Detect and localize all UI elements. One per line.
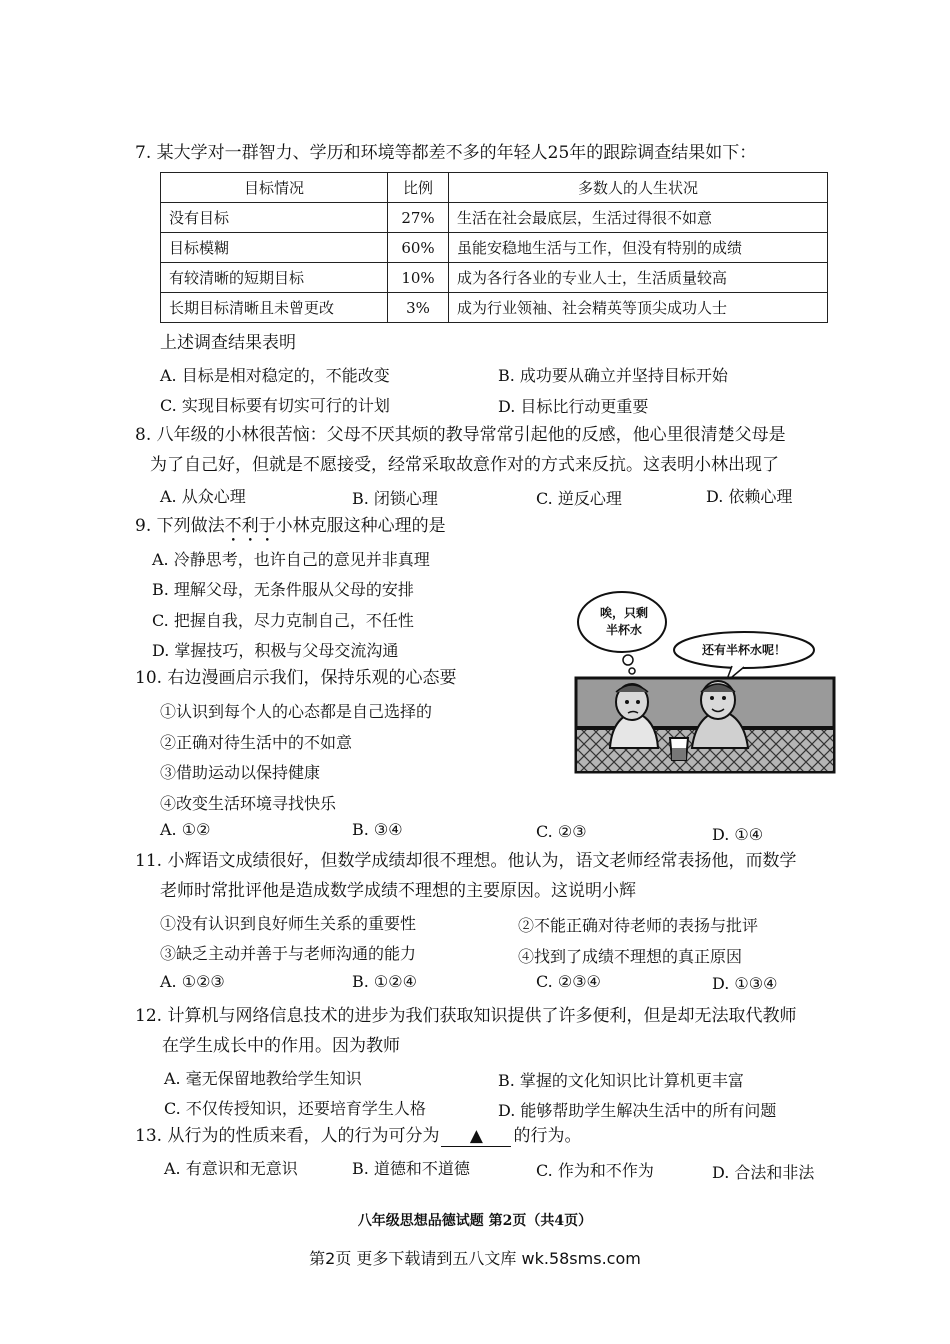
q8-line1: 8. 八年级的小林很苦恼：父母不厌其烦的教导常常引起他的反感，他心里很清楚父母是	[135, 425, 786, 445]
q10-option-d: D. ①④	[712, 825, 764, 844]
table-cell: 生活在社会最底层，生活过得很不如意	[449, 203, 828, 233]
q11-option-b: B. ①②④	[352, 972, 417, 991]
table-row	[161, 263, 828, 293]
q10-stem: 10. 右边漫画启示我们，保持乐观的心态要	[135, 668, 457, 688]
table-cell: 成为行业领袖、社会精英等顶尖成功人士	[449, 293, 828, 323]
q9-stem-start: 9. 下列做法	[135, 516, 225, 536]
table-cell: 3%	[388, 293, 449, 323]
q13-stem-start: 13. 从行为的性质来看，人的行为可分为	[135, 1126, 440, 1146]
table-header: 多数人的人生状况	[449, 173, 828, 203]
table-header: 目标情况	[161, 173, 388, 203]
speech-bubble-text: 还有半杯水呢！	[701, 643, 786, 657]
q8-line2: 为了自己好，但就是不愿接受，经常采取故意作对的方式来反抗。这表明小林出现了	[150, 455, 779, 475]
q10-option-b: B. ③④	[352, 820, 403, 839]
q13-option-d: D. 合法和非法	[712, 1163, 815, 1182]
q11-item-1: ①没有认识到良好师生关系的重要性	[160, 914, 417, 933]
q9-option-d: D. 掌握技巧，积极与父母交流沟通	[152, 641, 399, 660]
download-watermark: 第2页 更多下载请到五八文库 wk.58sms.com	[309, 1249, 641, 1268]
table-row	[161, 293, 828, 323]
q13-stem-end: 的行为。	[513, 1126, 582, 1146]
table-cell: 目标模糊	[161, 233, 388, 263]
survey-table	[160, 172, 828, 323]
table-row	[161, 203, 828, 233]
q11-item-3: ③缺乏主动并善于与老师沟通的能力	[160, 944, 417, 963]
blank-marker-icon: ▲	[469, 1126, 483, 1146]
q9-stem	[135, 516, 446, 546]
q13-option-b: B. 道德和不道德	[352, 1159, 470, 1178]
table-cell: 60%	[388, 233, 449, 263]
q8-option-a: A. 从众心理	[160, 487, 246, 506]
q9-option-c: C. 把握自我，尽力克制自己，不任性	[152, 611, 414, 630]
table-header: 比例	[388, 173, 449, 203]
q10-option-a: A. ①②	[160, 820, 211, 839]
q11-item-4: ④找到了成绩不理想的真正原因	[518, 947, 743, 966]
answer-blank	[441, 1126, 511, 1147]
q13-option-a: A. 有意识和无意识	[164, 1159, 298, 1178]
q11-item-2: ②不能正确对待老师的表扬与批评	[518, 916, 759, 935]
q9-stem-emphasis: 不利于	[224, 516, 276, 536]
page-footer: 八年级思想品德试题 第2页（共4页）	[357, 1213, 593, 1229]
q12-option-d: D. 能够帮助学生解决生活中的所有问题	[498, 1101, 777, 1120]
q11-option-c: C. ②③④	[536, 972, 601, 991]
q8-option-d: D. 依赖心理	[706, 487, 793, 506]
thought-bubble-line1: 唉，只剩	[599, 606, 648, 620]
q7-option-d: D. 目标比行动更重要	[498, 397, 649, 416]
q8-option-c: C. 逆反心理	[536, 489, 622, 508]
q11-line2: 老师时常批评他是造成数学成绩不理想的主要原因。这说明小辉	[160, 881, 636, 901]
q10-item-4: ④改变生活环境寻找快乐	[160, 794, 337, 813]
q12-line1: 12. 计算机与网络信息技术的进步为我们获取知识提供了许多便利，但是却无法取代教师	[135, 1006, 797, 1026]
q9-stem-end: 小林克服这种心理的是	[275, 516, 446, 536]
q7-option-b: B. 成功要从确立并坚持目标开始	[498, 366, 728, 385]
table-cell: 虽能安稳地生活与工作，但没有特别的成绩	[449, 233, 828, 263]
table-cell: 长期目标清晰且未曾更改	[161, 293, 388, 323]
q11-line1: 11. 小辉语文成绩很好，但数学成绩却很不理想。他认为，语文老师经常表扬他，而数学	[135, 851, 797, 871]
q9-option-a: A. 冷静思考，也许自己的意见并非真理	[152, 550, 430, 569]
table-cell: 10%	[388, 263, 449, 293]
q7-option-a: A. 目标是相对稳定的，不能改变	[160, 366, 390, 385]
q8-option-b: B. 闭锁心理	[352, 489, 438, 508]
q12-option-a: A. 毫无保留地教给学生知识	[164, 1069, 362, 1088]
q13-option-c: C. 作为和不作为	[536, 1161, 654, 1180]
q7-option-c: C. 实现目标要有切实可行的计划	[160, 396, 390, 415]
q10-item-3: ③借助运动以保持健康	[160, 763, 321, 782]
q13-stem	[135, 1126, 581, 1147]
table-row	[161, 233, 828, 263]
table-cell: 没有目标	[161, 203, 388, 233]
q10-option-c: C. ②③	[536, 822, 587, 841]
q11-option-a: A. ①②③	[160, 972, 225, 991]
q7-stem: 7. 某大学对一群智力、学历和环境等都差不多的年轻人25年的跟踪调查结果如下：	[135, 143, 757, 163]
table-cell: 有较清晰的短期目标	[161, 263, 388, 293]
q10-item-1: ①认识到每个人的心态都是自己选择的	[160, 702, 433, 721]
q9-option-b: B. 理解父母，无条件服从父母的安排	[152, 580, 414, 599]
q12-line2: 在学生成长中的作用。因为教师	[162, 1036, 400, 1056]
thought-bubble-line2: 半杯水	[605, 623, 642, 637]
table-cell: 成为各行各业的专业人士，生活质量较高	[449, 263, 828, 293]
q10-item-2: ②正确对待生活中的不如意	[160, 733, 353, 752]
q7-lead: 上述调查结果表明	[160, 333, 296, 353]
table-cell: 27%	[388, 203, 449, 233]
table-header-row	[161, 173, 828, 203]
cartoon-illustration	[572, 588, 838, 774]
q12-option-b: B. 掌握的文化知识比计算机更丰富	[498, 1071, 744, 1090]
q11-option-d: D. ①③④	[712, 974, 778, 993]
q12-option-c: C. 不仅传授知识，还要培育学生人格	[164, 1099, 426, 1118]
